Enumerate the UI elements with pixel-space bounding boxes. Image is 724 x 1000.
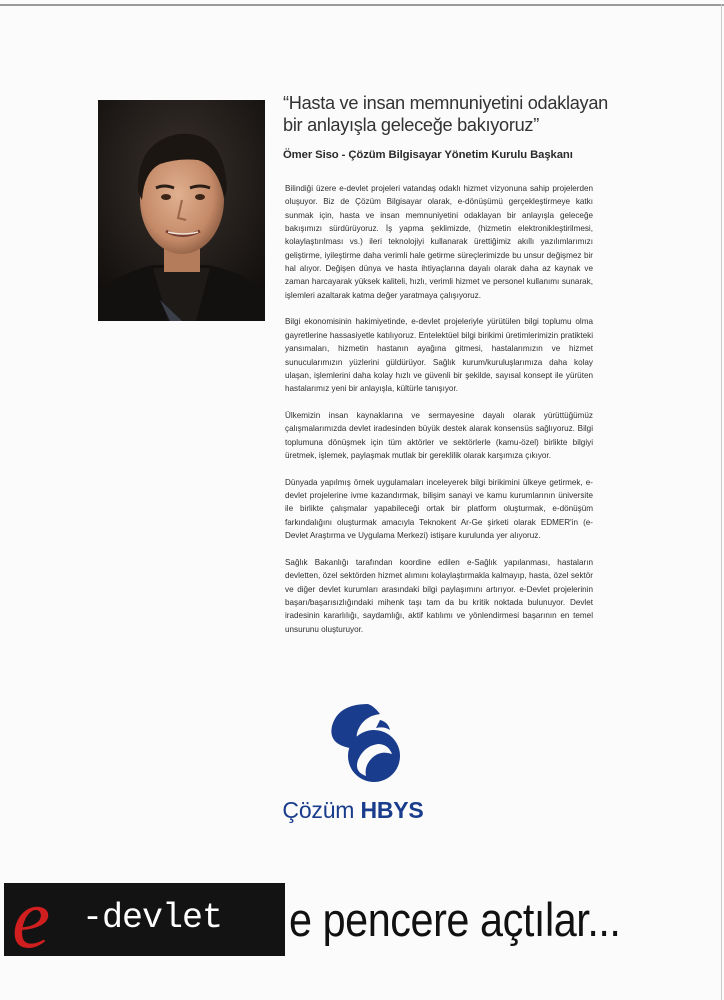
paragraph: Bilindiği üzere e-devlet projeleri vatandaş odaklı hizmet vizyonuna sahip projelerden oluşuyor. Biz de Çözüm Bilgisayar olarak, e-dönüşümü gerçekleştirmeye katkı sunmak için, hasta ve insan memnuniyetini odaklayan bir anlayışla geleceğe bakışımızı sürdürüyoruz. İş yapma şeklimizde, (hizmetin elektronikleştirilmesi, kolaylaştırılması vs.) ileri teknolojiyi kullanarak ürettiğimiz akıllı yazılımlarımızı geliştirme, iyileştirme daha verimli hale getirme süreçlerimizde bu unsur değişmez bir hal alıyor. Değişen dünya ve hasta ihtiyaçlarına dayalı olarak daha az kaynak ve zaman harcayarak yüksek kaliteli, hızlı, verimli hizmet ve personel kullanımı sunarak, işlemleri azaltarak katma değer yaratmaya çalışıyoruz. xyxy=(285,184,593,300)
right-rule xyxy=(721,4,722,1000)
e-letter: e xyxy=(12,883,51,956)
paragraph: Sağlık Bakanlığı tarafından koordine edilen e-Sağlık yapılanması, hastaların devletten, özel sektörden hizmet alımını kolaylaştırmakla kalmayıp, hasta, özel sektör ve diğer devlet kurumları arasındaki bilgi paylaşımını artırıyor. e-Devlet projelerinin başarı/başarısızlığındaki mihenk taşı tam da bu kritik noktada bulunuyor. Devlet iradesinin kararlılığı, saydamlığı, aktif katılımı ve yönlendirmesi başarının en temel unsurunu oluşturuyor. xyxy=(285,557,593,634)
top-rule xyxy=(0,4,724,6)
paragraph: Dünyada yapılmış örnek uygulamaları inceleyerek bilgi birikimini ülkeye getirmek, e-devlet projelerine ivme kazandırmak, bilişim sanayi ve kamu kurumlarının üniversite ile birlikte çalışmalar yapabileceği ortak bir platform oluşturmak, e-dönüşüm farkındalığını oluşturmak amacıyla Teknokent Ar-Ge şirketi olarak EDMER'in (e-Devlet Araştırma ve Uygulama Merkezi) istişare kurulunda yer alıyoruz. xyxy=(285,477,593,541)
cozum-hbys-logo xyxy=(258,700,448,830)
logo-swirl-icon xyxy=(318,700,408,790)
banner-headline: e pencere açtılar... xyxy=(289,893,621,946)
e-devlet-badge xyxy=(4,883,285,956)
paragraph: Ülkemizin insan kaynaklarına ve sermayesine dayalı olarak yürüttüğümüz çalışmalarımızda devlet iradesinden büyük destek alarak konsensüs sağlıyoruz. Bilgi toplumuna dönüşmek için tüm aktörler ve sektörlerle (kamu-özel) birlikte bilgiyi üretmek, işlemek, paylaşmak mutlak bir gereklilik olarak karşımıza çıkıyor. xyxy=(285,410,593,460)
logo-word-hbys: HBYS xyxy=(360,797,424,823)
portrait-photo xyxy=(98,100,265,321)
devlet-word: -devlet xyxy=(82,898,223,938)
logo-wordmark xyxy=(258,797,448,824)
portrait-illustration xyxy=(98,100,265,321)
paragraph: Bilgi ekonomisinin hakimiyetinde, e-devlet projeleriyle yürütülen bilgi toplumu olma gayretlerine hassasiyetle katılıyoruz. Entelektüel bilgi birikimi üretimlerimizin pratikteki yansımaları, hizmetin hastanın ayağına gitmesi, hastalarımızın ve hizmet sunucularımızın yüzlerini güldürüyor. Sağlık kurum/kuruluşlarımıza daha kolay ulaşan, işlemlerini daha kolay hızlı ve güvenli bir şekilde, sayısal konsept ile yürüten hastalarımız yeni bir anlayışla, kültürle tanışıyor. xyxy=(285,317,593,394)
logo-word-cozum: Çözüm xyxy=(282,797,355,823)
byline: Ömer Siso - Çözüm Bilgisayar Yönetim Kurulu Başkanı xyxy=(283,149,573,161)
article-body xyxy=(285,182,593,649)
pull-quote: “Hasta ve insan memnuniyetini odaklayan bir anlayışla geleceğe bakıyoruz” xyxy=(283,93,608,135)
